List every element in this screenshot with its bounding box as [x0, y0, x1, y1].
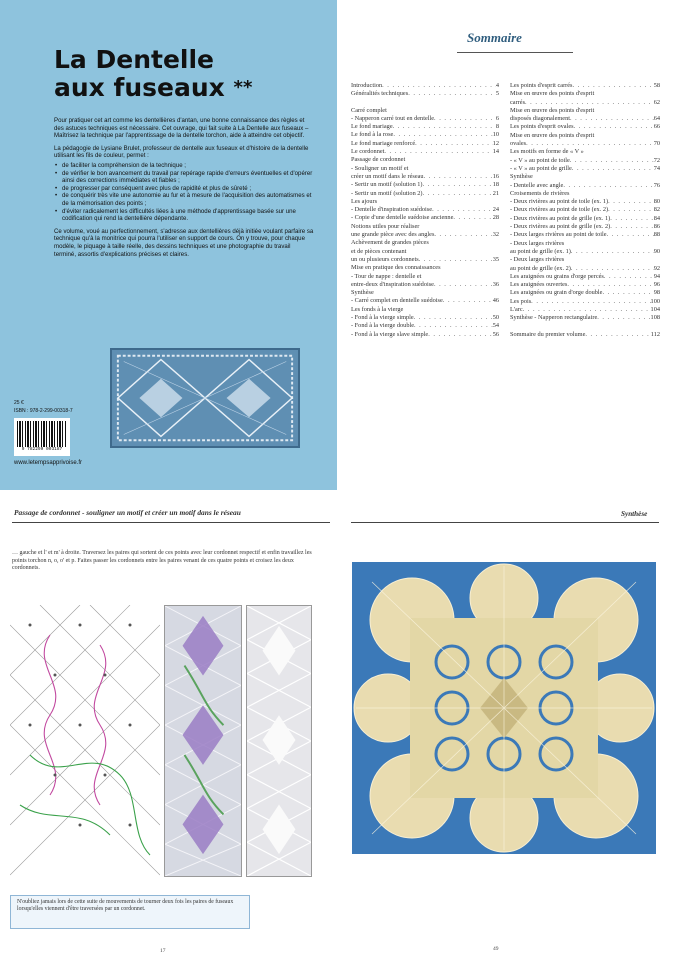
toc-entry-label: Le fond à la rose: [351, 131, 394, 139]
toc-entry-page: 32: [492, 231, 499, 239]
toc-entry-page: 18: [492, 181, 499, 189]
toc-entry-label: ovales: [510, 140, 527, 148]
toc-entry: [510, 256, 660, 264]
toc-entry-page: 36: [492, 280, 499, 288]
toc-leader-dots: [610, 215, 654, 223]
toc-entry: [510, 240, 660, 248]
toc-entry: [510, 115, 660, 123]
toc-leader-dots: [382, 82, 496, 90]
toc-entry: [510, 148, 660, 156]
cover-bullet-item: • de conquérir très vite une autonomie au fur et à mesure de l'acquisition des automatismes et de la mémorisation des points ;: [54, 192, 314, 207]
toc-title: Sommaire: [467, 30, 522, 45]
toc-entry: [351, 331, 499, 339]
toc-leader-dots: [434, 281, 493, 289]
page-number: 17: [160, 948, 166, 954]
toc-entry-label: - Sertir un motif (solution 1): [351, 181, 423, 189]
toc-entry-label: - Deux rivières au point de toile (ex. 1): [510, 198, 609, 206]
toc-entry-page: 98: [653, 289, 660, 297]
cover-pedagogy: La pédagogie de Lysiane Brulet, professeur de dentelle aux fuseaux et d'histoire de la dentelle utilisant les fils de couleur, permet :: [54, 144, 309, 160]
toc-entry-label: Les pois: [510, 297, 532, 305]
toc-entry: [351, 289, 499, 297]
toc-entry: [510, 223, 660, 231]
toc-entry-label: au point de grille (ex. 2): [510, 264, 571, 272]
toc-leader-dots: [573, 82, 654, 90]
cover-closing: Ce volume, voué au perfectionnement, s'adresse aux dentellières déjà initiée voulant parfaire sa technique qu'à la monitrice qui pourra l'utiliser en support de cours. On y trouve, pour chaque modèle, le piquage à taille réelle, des dessins techniques et une photographie du travail terminé, assortis d'explications précises et claires.: [54, 227, 314, 258]
toc-entry: [510, 331, 660, 339]
toc-entry-page: 100: [650, 297, 660, 305]
toc-entry-label: - « V » au point de toile: [510, 156, 570, 164]
toc-leader-dots: [453, 214, 492, 222]
toc-leader-dots: [384, 148, 492, 156]
toc-entry-page: 90: [653, 247, 660, 255]
page-49: [337, 495, 673, 963]
lace-sample-photo-white: [246, 605, 312, 877]
toc-entry: [351, 214, 499, 222]
toc-entry-page: 72: [653, 156, 660, 164]
toc-entry-label: - Tour de nappe : dentelle et: [351, 272, 422, 280]
toc-entry-page: 70: [653, 140, 660, 148]
toc-entry-page: 54: [492, 322, 499, 330]
toc-leader-dots: [443, 297, 493, 305]
toc-leader-dots: [423, 181, 493, 189]
toc-entry: [510, 99, 660, 107]
toc-entry-label: Sommaire du premier volume: [510, 330, 586, 338]
toc-leader-dots: [608, 198, 654, 206]
back-cover: [0, 0, 337, 490]
toc-entry-label: Mise en œuvre des points d'esprit: [510, 90, 595, 98]
toc-entry-page: 56: [492, 330, 499, 338]
toc-entry: [351, 256, 499, 264]
toc-entry: [510, 231, 660, 239]
cover-bullet-item: • d'éviter radicalement les difficultés liées à une méthode d'apprentissage basée sur une codification qui rend la dentellière dépendante.: [54, 208, 314, 223]
toc-entry-page: 50: [492, 314, 499, 322]
toc-leader-dots: [428, 331, 493, 339]
toc-leader-dots: [423, 190, 493, 198]
toc-entry-label: Achèvement de grandes pièces: [351, 239, 429, 247]
toc-entry: [510, 206, 660, 214]
toc-entry-page: 112: [650, 330, 660, 338]
toc-entry-label: - Souligner un motif et: [351, 164, 409, 172]
toc-leader-dots: [563, 182, 653, 190]
cover-bullet-item: • de faciliter la compréhension de la technique ;: [54, 162, 314, 170]
toc-leader-dots: [610, 223, 654, 231]
toc-entry: [351, 314, 499, 322]
toc-entry-label: L'arc: [510, 306, 523, 314]
toc-spacer: [351, 99, 499, 107]
toc-leader-dots: [572, 165, 654, 173]
toc-entry: [510, 289, 660, 297]
toc-entry-label: Carré complet: [351, 106, 387, 114]
toc-entry-page: 92: [653, 264, 660, 272]
bobbin-lace-diagram: [10, 605, 160, 877]
toc-entry-label: Les araignées ou grain d'orge double: [510, 289, 603, 297]
page-49-heading: Synthèse: [621, 510, 648, 518]
toc-leader-dots: [608, 206, 654, 214]
cover-title-line2: aux fuseaux: [54, 73, 225, 102]
toc-entry-label: Synthèse - Napperon rectangulaire: [510, 314, 598, 322]
toc-entry-label: - Fond à la vierge double: [351, 322, 415, 330]
cover-blurb: [54, 117, 314, 263]
toc-entry-label: - Deux rivières au point de grille (ex. 2): [510, 223, 611, 231]
toc-entry: [510, 281, 660, 289]
toc-entry: [510, 182, 660, 190]
toc-entry-label: - « V » au point de grille: [510, 164, 572, 172]
toc-entry: [510, 173, 660, 181]
cover-isbn: ISBN : 978-2-299-00318-7: [14, 408, 73, 414]
toc-entry-label: au point de grille (ex. 1): [510, 247, 571, 255]
toc-leader-dots: [567, 281, 653, 289]
toc-entry-label: Les ajours: [351, 197, 378, 205]
toc-entry-page: 86: [653, 223, 660, 231]
toc-entry: [351, 322, 499, 330]
toc-entry-label: Les motifs en forme de « V »: [510, 148, 584, 156]
toc-leader-dots: [415, 140, 493, 148]
toc-entry-page: 80: [653, 198, 660, 206]
toc-entry-label: Notions utiles pour réaliser: [351, 222, 420, 230]
toc-entry-label: - Sertir un motif (solution 2): [351, 189, 423, 197]
toc-entry: [510, 314, 660, 322]
toc-entry: [351, 131, 499, 139]
toc-entry-label: Croisements de rivières: [510, 189, 570, 197]
toc-leader-dots: [571, 248, 654, 256]
toc-entry-page: 82: [653, 206, 660, 214]
toc-entry-page: 28: [492, 214, 499, 222]
toc-entry-page: 94: [653, 272, 660, 280]
toc-entry: [351, 190, 499, 198]
toc-entry-label: Les points d'esprit carrés: [510, 82, 573, 89]
toc-entry: [351, 156, 499, 164]
toc-leader-dots: [414, 322, 493, 330]
toc-leader-dots: [424, 173, 493, 181]
toc-leader-dots: [585, 331, 650, 339]
toc-entry: [351, 297, 499, 305]
toc-entry: [351, 248, 499, 256]
toc-entry-page: 21: [492, 189, 499, 197]
toc-leader-dots: [571, 265, 654, 273]
toc-entry: [351, 206, 499, 214]
toc-entry: [351, 273, 499, 281]
page-17-heading-rule: [12, 522, 330, 523]
toc-leader-dots: [607, 231, 654, 239]
toc-left-column: [351, 82, 499, 339]
toc-entry: [510, 140, 660, 148]
toc-entry: [510, 298, 660, 306]
toc-leader-dots: [414, 314, 493, 322]
toc-entry-label: Les points d'esprit ovales: [510, 123, 574, 131]
toc-entry-label: - Deux rivières au point de toile (ex. 2): [510, 206, 609, 214]
toc-entry-page: 35: [492, 255, 499, 263]
toc-entry: [351, 231, 499, 239]
toc-entry-label: Les araignées ou grains d'orge percés: [510, 272, 604, 280]
toc-entry: [510, 306, 660, 314]
lace-sample-photo-colored: [164, 605, 242, 877]
toc-entry: [351, 82, 499, 90]
cover-bullet-item: • de progresser par conséquent avec plus de rapidité et plus de sûreté ;: [54, 185, 314, 193]
toc-entry: [351, 165, 499, 173]
toc-entry-label: - Deux larges rivières: [510, 256, 565, 264]
toc-entry-label: - Dentelle avec angle: [510, 181, 564, 189]
toc-entry-page: 84: [653, 214, 660, 222]
toc-entry-label: Mise en pratique des connaissances: [351, 264, 441, 272]
cover-title: [54, 46, 324, 102]
toc-entry-page: 88: [653, 231, 660, 239]
toc-entry: [351, 281, 499, 289]
toc-entry: [351, 115, 499, 123]
publisher-url: www.letempsapprivoise.fr: [14, 460, 83, 466]
toc-entry-label: - Deux rivières au point de grille (ex. 1): [510, 214, 611, 222]
toc-entry-label: - Carré complet en dentelle suédoise: [351, 297, 443, 305]
toc-entry: [510, 265, 660, 273]
toc-entry-page: 4: [495, 82, 499, 89]
toc-leader-dots: [434, 231, 492, 239]
toc-entry-page: 6: [495, 114, 499, 122]
toc-leader-dots: [574, 123, 654, 131]
toc-entry-label: - Fond à la vierge slave simple: [351, 330, 429, 338]
toc-entry-label: entre-deux d'inspiration suédoise: [351, 280, 434, 288]
toc-entry-page: 104: [650, 306, 660, 314]
toc-entry: [510, 248, 660, 256]
toc-entry-label: Synthèse: [510, 173, 533, 181]
toc-entry-label: créer un motif dans le réseau: [351, 172, 424, 180]
toc-entry-page: 5: [495, 90, 499, 98]
page-17: [0, 495, 337, 963]
toc-entry-label: Les fonds à la vierge: [351, 305, 404, 313]
toc-entry-label: Passage de cordonnet: [351, 156, 406, 164]
toc-entry-page: 16: [492, 172, 499, 180]
barcode-bars: [17, 421, 67, 447]
toc-entry: [351, 148, 499, 156]
toc-entry-label: - Napperon carré tout en dentelle: [351, 114, 435, 122]
toc-entry-page: 66: [653, 123, 660, 131]
toc-leader-dots: [531, 298, 650, 306]
page-49-heading-rule: [351, 522, 659, 523]
toc-entry-page: 62: [653, 98, 660, 106]
toc-entry-page: 74: [653, 164, 660, 172]
toc-entry-label: - Deux larges rivières: [510, 239, 565, 247]
toc-entry: [510, 82, 660, 90]
toc-entry-label: Mise en œuvre des points d'esprit: [510, 106, 595, 114]
toc-entry: [510, 107, 660, 115]
toc-leader-dots: [434, 115, 496, 123]
toc-entry-label: - Copie d'une dentelle suédoise ancienne: [351, 214, 454, 222]
page-17-intro: … gauche et l' et m' à droite. Traversez les paires qui sortent de ces points avec leur cordonnet respectif et enfin travaillez les points torchon n, o, o' et p. Faites passer les cordonnets entre les paires venant de ces quatre points et croisez les deux cordonnets.: [12, 550, 312, 572]
toc-entry-page: 46: [492, 297, 499, 305]
toc-entry: [351, 123, 499, 131]
toc-leader-dots: [604, 273, 654, 281]
cover-intro: Pour pratiquer cet art comme les dentellières d'antan, une bonne connaissance des règles et des astuces techniques est nécessaire. Cet ouvrage, qui fait suite à La Dentelle aux fuseaux – Maîtrisez la technique par l'apprentissage de la dentelle torchon, aide à atteindre cet objectif.: [54, 117, 309, 140]
toc-entry: [351, 198, 499, 206]
toc-entry-page: 96: [653, 281, 660, 289]
toc-leader-dots: [602, 289, 653, 297]
toc-leader-dots: [570, 157, 654, 165]
barcode-number: 9 782299 003187: [21, 447, 63, 452]
toc-spacer: [510, 323, 660, 331]
toc-entry-page: 12: [492, 139, 499, 147]
toc-entry: [510, 157, 660, 165]
page-17-note-box: N'oubliez jamais lors de cette suite de mouvements de tourner deux fois les paires de fuseaux lorsqu'elles viennent d'être traversées par un cordonnet.: [10, 895, 250, 929]
toc-entry: [510, 123, 660, 131]
toc-entry-label: Le cordonnet: [351, 148, 385, 156]
toc-entry-label: une grande pièce avec des angles: [351, 231, 435, 239]
toc-entry-label: disposés diagonalement: [510, 115, 570, 123]
toc-entry: [510, 165, 660, 173]
toc-leader-dots: [432, 206, 493, 214]
toc-entry-label: Les araignées ouvertes: [510, 281, 568, 289]
cover-title-line1: La Dentelle: [54, 45, 215, 74]
toc-entry: [351, 173, 499, 181]
toc-entry-label: - Deux larges rivières au point de toile: [510, 231, 607, 239]
toc-entry-label: - Dentelle d'inspiration suédoise: [351, 206, 433, 214]
toc-entry-page: 14: [492, 148, 499, 156]
toc-entry-label: Généralités techniques: [351, 90, 409, 98]
table-of-contents-page: [337, 0, 673, 490]
toc-leader-dots: [419, 256, 493, 264]
cover-bullet-item: • de vérifier le bon avancement du travail par repérage rapide d'erreurs éventuelles et d'opérer ainsi des corrections immédiates et fiables ;: [54, 170, 314, 185]
toc-entry: [351, 107, 499, 115]
toc-entry: [351, 181, 499, 189]
toc-entry-label: Synthèse: [351, 289, 374, 297]
toc-right-column: [510, 82, 660, 339]
toc-entry-label: Mise en œuvre des points d'esprit: [510, 131, 595, 139]
toc-leader-dots: [526, 140, 654, 148]
toc-entry-page: 58: [653, 82, 660, 89]
toc-entry: [351, 264, 499, 272]
toc-entry-label: et de pièces contenant: [351, 247, 407, 255]
toc-entry-page: 10: [492, 131, 499, 139]
cover-title-stars: **: [233, 77, 253, 98]
toc-leader-dots: [570, 115, 654, 123]
toc-entry: [351, 239, 499, 247]
toc-entry-label: - Fond à la vierge simple: [351, 314, 414, 322]
toc-leader-dots: [523, 306, 651, 314]
toc-entry-label: Le fond mariage renforcé: [351, 139, 416, 147]
square-lace-doily-photo: [352, 562, 656, 854]
toc-leader-dots: [597, 314, 650, 322]
toc-entry-page: 108: [650, 314, 660, 322]
cover-lace-photo: [110, 348, 300, 448]
toc-entry: [510, 273, 660, 281]
toc-title-rule: [457, 52, 573, 53]
toc-entry: [510, 132, 660, 140]
toc-entry-label: Le fond mariage: [351, 123, 393, 131]
page-number: 49: [493, 946, 499, 952]
toc-entry-label: un ou plusieurs cordonnets: [351, 255, 419, 263]
toc-leader-dots: [393, 123, 496, 131]
toc-entry: [510, 90, 660, 98]
barcode: [14, 418, 70, 456]
toc-leader-dots: [408, 90, 496, 98]
toc-entry-page: 8: [495, 123, 499, 131]
toc-entry: [351, 306, 499, 314]
toc-entry: [510, 190, 660, 198]
page-17-heading: Passage de cordonnet - souligner un motif et créer un motif dans le réseau: [14, 508, 241, 517]
toc-entry: [351, 223, 499, 231]
toc-entry: [510, 198, 660, 206]
toc-entry-page: 76: [653, 181, 660, 189]
toc-entry-label: carrés: [510, 98, 526, 106]
toc-entry: [351, 140, 499, 148]
toc-leader-dots: [393, 131, 492, 139]
toc-leader-dots: [525, 99, 654, 107]
toc-entry-label: Introduction: [351, 82, 383, 89]
cover-bullet-list: [54, 162, 314, 223]
cover-price: 25 €: [14, 400, 24, 406]
toc-entry: [510, 215, 660, 223]
toc-entry-page: 24: [492, 206, 499, 214]
toc-entry: [351, 90, 499, 98]
toc-entry-page: 64: [653, 115, 660, 123]
